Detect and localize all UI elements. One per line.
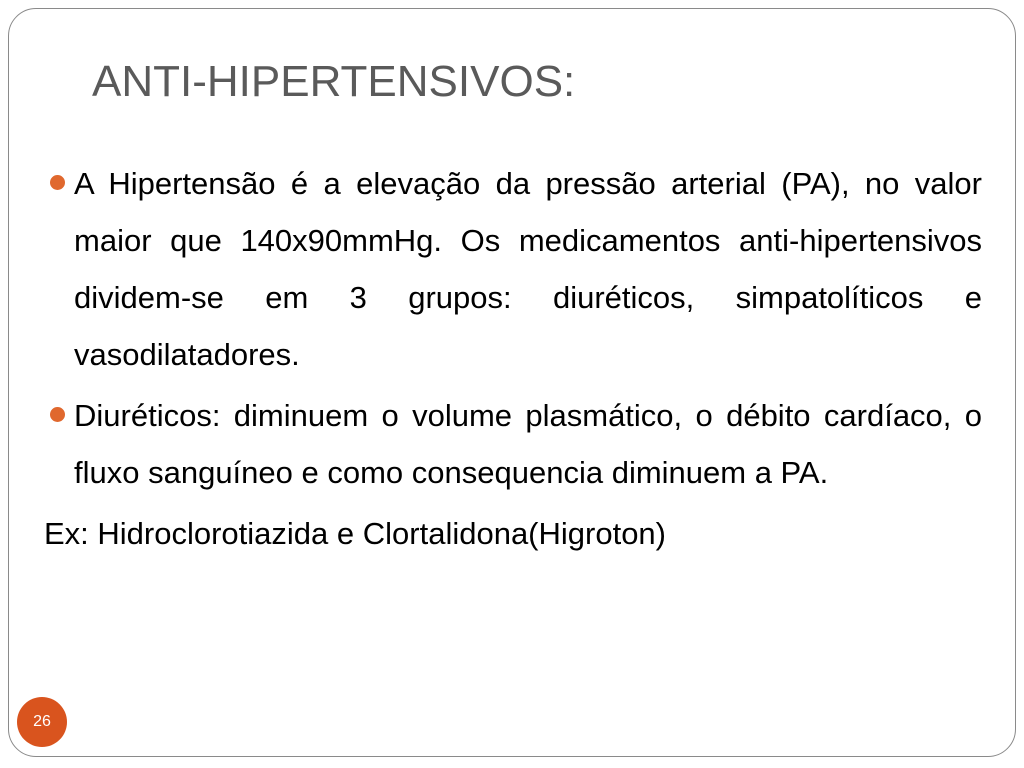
- page-number-badge: 26: [17, 697, 67, 747]
- slide-content: [44, 155, 982, 562]
- bullet-item-diuretics: [44, 387, 982, 501]
- bullet-text: Diuréticos: diminuem o volume plasmático, o débito cardíaco, o fluxo sanguíneo e como consequencia diminuem a PA.: [74, 398, 982, 490]
- example-line: Ex: Hidroclorotiazida e Clortalidona(Higroton): [44, 516, 666, 551]
- bullet-item-hypertension: [44, 155, 982, 383]
- bullet-text: A Hipertensão é a elevação da pressão arterial (PA), no valor maior que 140x90mmHg. Os medicamentos anti-hipertensivos dividem-se em 3 grupos: diuréticos, simpatolíticos e vasodilatadores.: [74, 166, 982, 372]
- slide-title: ANTI-HIPERTENSIVOS:: [92, 57, 576, 106]
- bullet-dot-icon: [50, 175, 65, 190]
- bullet-dot-icon: [50, 407, 65, 422]
